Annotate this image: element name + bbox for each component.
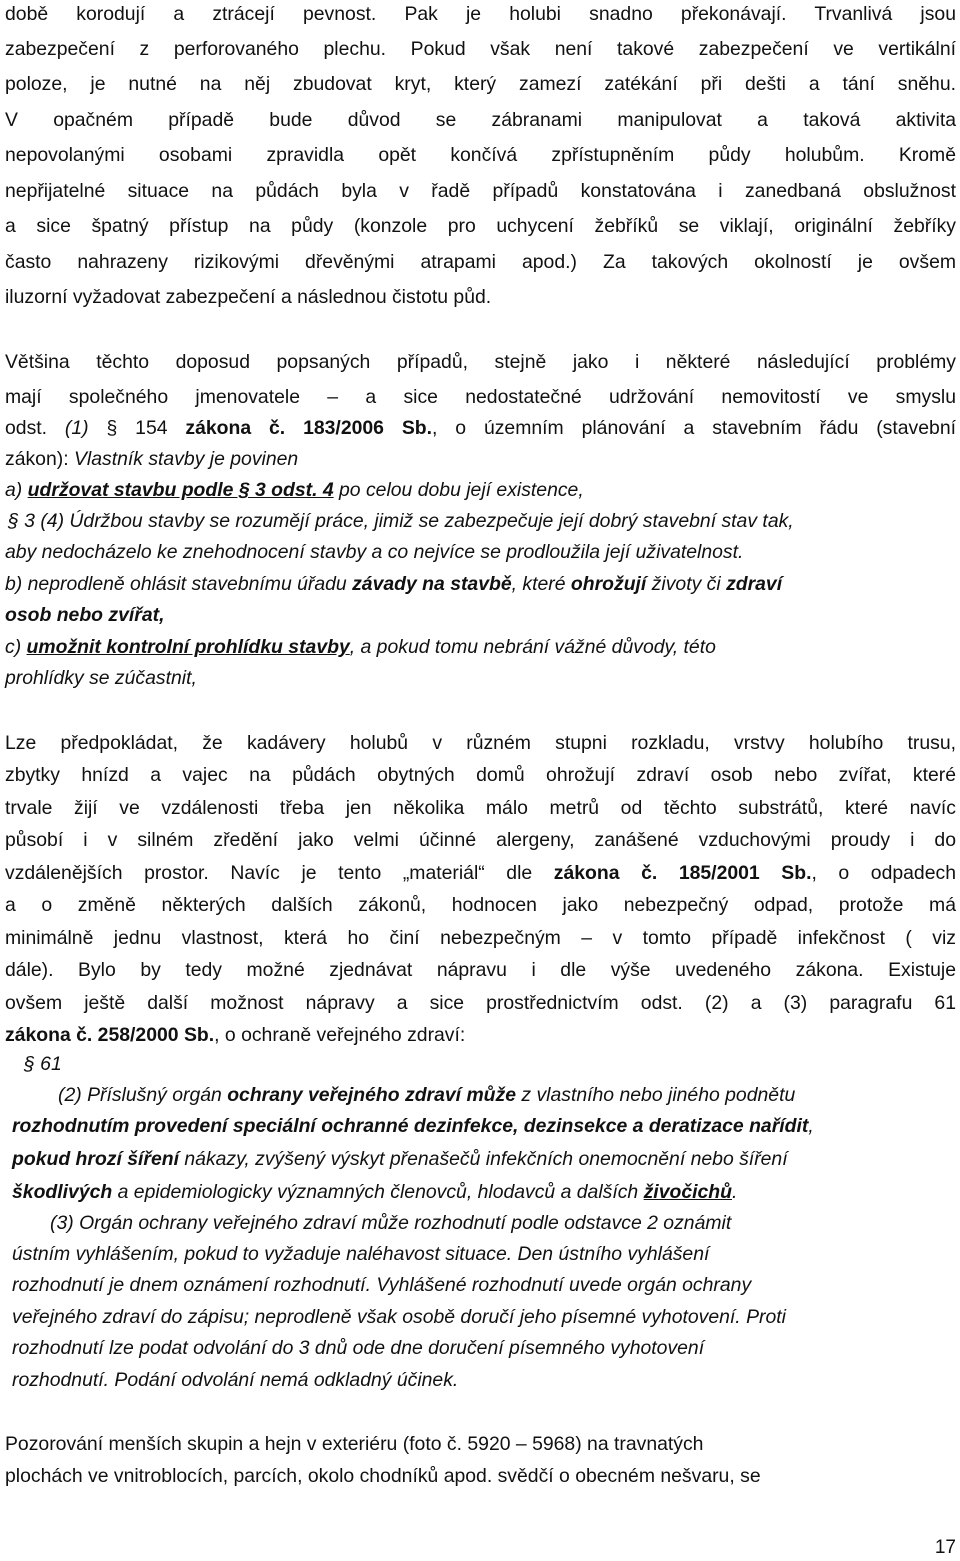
law-quote-line: aby nedocházelo ke znehodnocení stavby a co nejvíce se prodloužila její uživatelnost. [5,541,744,563]
text-line: ovšem ještě další možnost nápravy a sice prostřednictvím odst. (2) a (3) paragrafu 61 [5,992,956,1014]
text-line: zbytky hnízd a vajec na půdách obytných domů ohrožují zdraví osob nebo zvířat, které [5,764,956,786]
text-line: mají společného jmenovatele – a sice nedostatečné udržování nemovitostí ve smyslu [5,386,956,408]
text-line: a sice špatný přístup na půdy (konzole pro uchycení žebříků se viklají, originální žebříky [5,215,956,237]
law-quote-line: škodlivých a epidemiologicky významných členovců, hlodavců a dalších živočichů. [12,1181,738,1203]
law-quote-line: a) udržovat stavbu podle § 3 odst. 4 po celou dobu její existence, [5,479,584,501]
text-line: nepovolanými osobami zpravidla opět končívá zpřístupněním půdy holubům. Kromě [5,144,956,166]
text-line: zabezpečení z perforovaného plechu. Pokud však není takové zabezpečení ve vertikální [5,38,956,60]
law-quote-line: § 3 (4) Údržbou stavby se rozumějí práce, jimiž se zabezpečuje její dobrý stavební stav tak, [8,510,794,532]
law-quote-line: rozhodnutí je dnem oznámení rozhodnutí. Vyhlášené rozhodnutí uvede orgán ochrany [12,1274,752,1296]
law-quote-line: rozhodnutí. Podání odvolání nemá odkladný účinek. [12,1369,459,1391]
text-line: Lze předpokládat, že kadávery holubů v různém stupni rozkladu, vrstvy holubího trusu, [5,732,956,754]
law-quote-line: c) umožnit kontrolní prohlídku stavby, a pokud tomu nebrání vážné důvody, této [5,636,716,658]
text-line: iluzorní vyžadovat zabezpečení a následnou čistotu půd. [5,286,492,308]
law-quote-line: (2) Příslušný orgán ochrany veřejného zdraví může z vlastního nebo jiného podnětu [58,1084,796,1106]
text-line: Většina těchto doposud popsaných případů, stejně jako i některé následující problémy [5,351,956,373]
law-citation-line: zákon): Vlastník stavby je povinen [5,448,299,470]
text-line: a o změně některých dalších zákonů, hodnocen jako nebezpečný odpad, protože má [5,894,956,916]
law-section-sign: § 61 [24,1053,62,1075]
law-quote-line: osob nebo zvířat, [5,604,165,626]
law-quote-line: veřejného zdraví do zápisu; neprodleně však osobě doručí jeho písemné vyhotovení. Proti [12,1306,786,1328]
text-line: Pozorování menších skupin a hejn v exteriéru (foto č. 5920 – 5968) na travnatých [5,1433,704,1455]
page-number: 17 [934,1537,956,1558]
law-quote-line: b) neprodleně ohlásit stavebnímu úřadu závady na stavbě, které ohrožují životy či zdraví [5,573,783,595]
text-line: poloze, je nutné na něj zbudovat kryt, který zamezí zatékání při dešti a tání sněhu. [5,73,956,95]
text-line: často nahrazeny rizikovými dřevěnými atrapami apod.) Za takových okolností je ovšem [5,251,956,273]
law-quote-line: rozhodnutí lze podat odvolání do 3 dnů ode dne doručení písemného vyhotovení [12,1337,705,1359]
text-line: vzdálenějších prostor. Navíc je tento „materiál“ dle zákona č. 185/2001 Sb., o odpadech [5,862,956,884]
law-quote-line: pokud hrozí šíření nákazy, zvýšený výskyt přenašečů infekčních onemocnění nebo šíření [12,1148,788,1170]
text-line: dále). Bylo by tedy možné zjednávat nápravu i dle výše uvedeného zákona. Existuje [5,959,956,981]
law-quote-line: (3) Orgán ochrany veřejného zdraví může rozhodnutí podle odstavce 2 oznámit [50,1212,732,1234]
text-line: plochách ve vnitroblocích, parcích, okolo chodníků apod. svědčí o obecném nešvaru, se [5,1465,761,1487]
law-quote-line: prohlídky se zúčastnit, [5,667,197,689]
text-line: nepřijatelné situace na půdách byla v řadě případů konstatována i zanedbaná obslužnost [5,180,956,202]
text-line: trvale žijí ve vzdálenosti třeba jen několika málo metrů od těchto substrátů, které navíc [5,797,956,819]
text-line: době korodují a ztrácejí pevnost. Pak je holubi snadno překonávají. Trvanlivá jsou [5,3,956,25]
text-line: minimálně jednu vlastnost, která ho činí nebezpečným – v tomto případě infekčnost ( viz [5,927,956,949]
text-line: V opačném případě bude důvod se zábranami manipulovat a taková aktivita [5,109,956,131]
text-line: působí i v silném zředění jako velmi účinné alergeny, zanášené vzduchovými proudy i do [5,829,956,851]
law-citation-line: odst. (1) § 154 zákona č. 183/2006 Sb., o územním plánování a stavebním řádu (stavební [5,417,956,439]
text-line: zákona č. 258/2000 Sb., o ochraně veřejného zdraví: [5,1024,466,1046]
law-quote-line: ústním vyhlášením, pokud to vyžaduje naléhavost situace. Den ústního vyhlášení [12,1243,710,1265]
law-quote-line: rozhodnutím provedení speciální ochranné dezinfekce, dezinsekce a deratizace nařídit, [12,1115,814,1137]
